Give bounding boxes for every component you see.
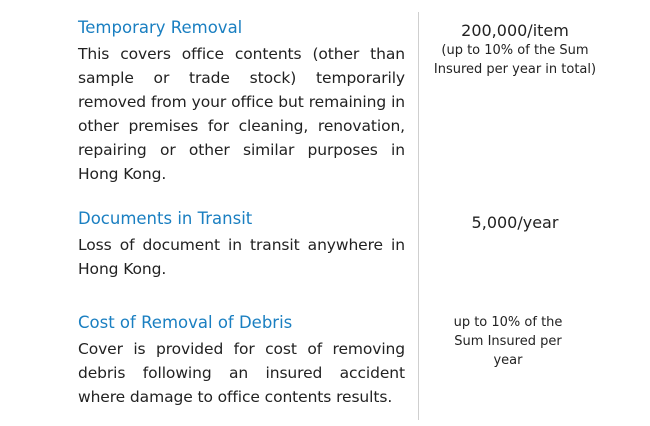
coverage-description: Cover is provided for cost of removing debris following an insured accident where damage to office contents results. bbox=[78, 340, 405, 406]
coverage-note: (up to 10% of the Sum Insured per year in total) bbox=[433, 43, 597, 77]
coverage-limit-column bbox=[438, 313, 578, 370]
coverage-limit-column bbox=[430, 212, 600, 233]
coverage-description: This covers office contents (other than sample or trade stock) temporarily removed from your office but remaining in other premises for cleaning, renovation, repairing or other similar purposes in Hong Kong. bbox=[78, 45, 405, 183]
coverage-title: Temporary Removal bbox=[78, 18, 243, 37]
column-divider bbox=[418, 12, 419, 420]
coverage-description: Loss of document in transit anywhere in Hong Kong. bbox=[78, 236, 405, 278]
coverage-limit-column bbox=[430, 20, 600, 79]
coverage-title: Cost of Removal of Debris bbox=[78, 313, 293, 332]
coverage-amount: 5,000/year bbox=[471, 213, 559, 232]
coverage-note: up to 10% of the Sum Insured per year bbox=[453, 315, 563, 368]
coverage-description-column bbox=[78, 207, 405, 281]
coverage-description-column bbox=[78, 311, 405, 409]
coverage-title: Documents in Transit bbox=[78, 209, 253, 228]
coverage-description-column bbox=[78, 16, 405, 186]
coverage-amount: 200,000/item bbox=[461, 21, 569, 40]
